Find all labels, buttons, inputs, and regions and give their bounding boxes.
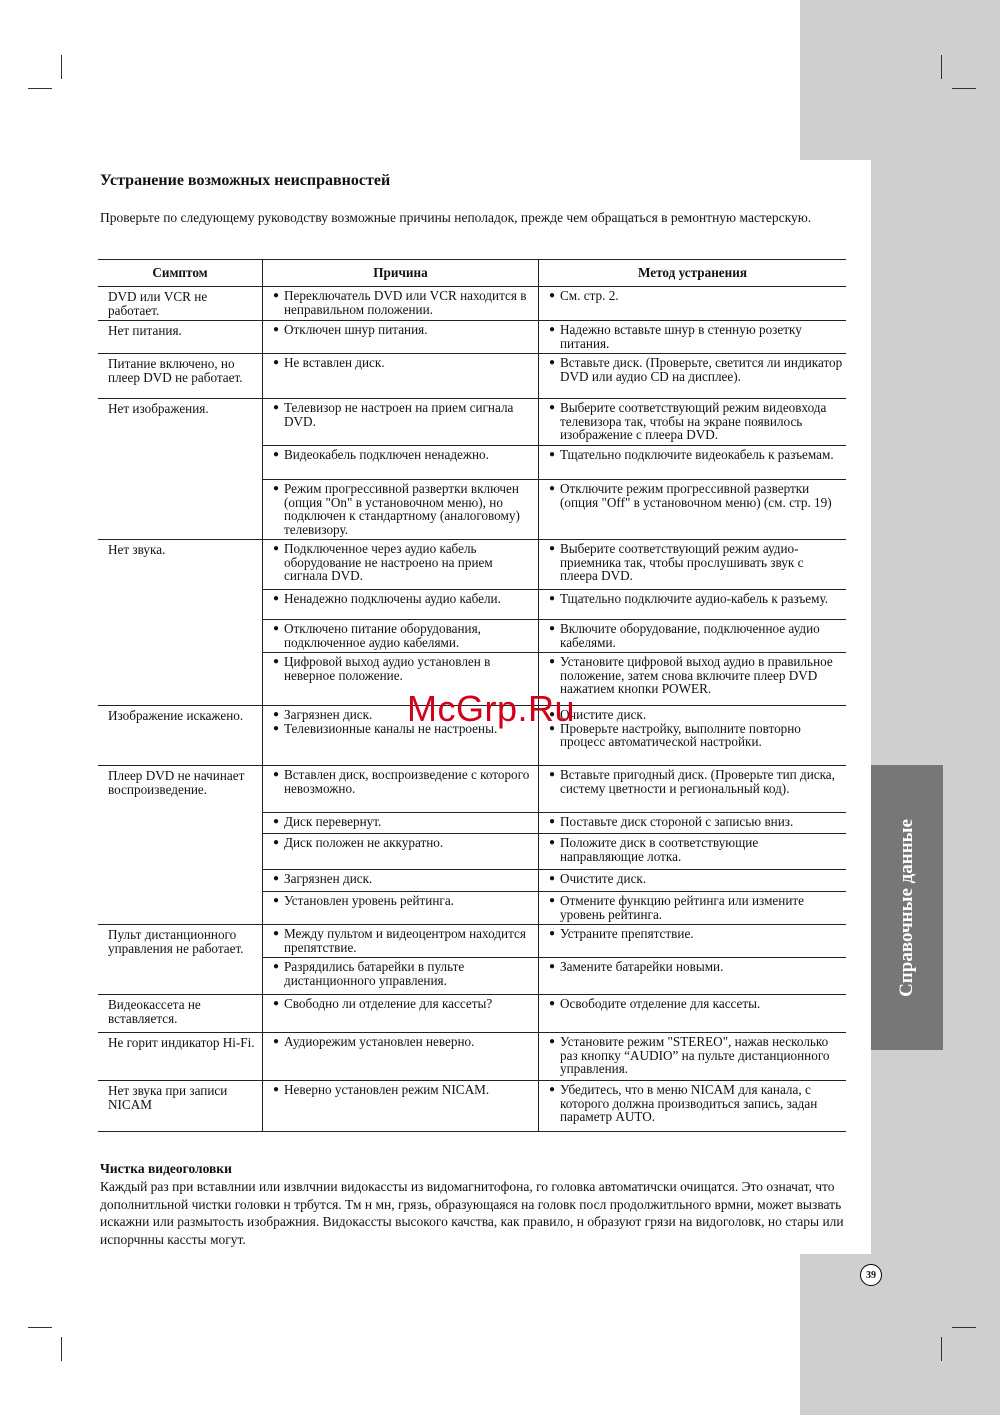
fix-cell: [539, 925, 847, 958]
cause-item: ● Отключено питание оборудования, подключенное аудио кабелями.: [273, 622, 535, 649]
fix-item: ● Очистите диск.: [549, 708, 843, 722]
fix-item: ● Выберите соответствующий режим аудио-приемника так, чтобы прослушивать звук с плеера DVD.: [549, 542, 843, 583]
fix-cell: [539, 1081, 847, 1132]
page-margin-gray-top: [800, 0, 1000, 160]
cause-cell: [263, 834, 539, 870]
symptom-cell: Питание включено, но плеер DVD не работает.: [98, 354, 263, 399]
cause-cell: [263, 399, 539, 446]
fix-item: ● Тщательно подключите видеокабель к разъемам.: [549, 448, 843, 462]
fix-cell: [539, 706, 847, 766]
cause-item: ● Отключен шнур питания.: [273, 323, 535, 337]
cause-item: ● Установлен уровень рейтинга.: [273, 894, 535, 908]
cause-item: ● Режим прогрессивной развертки включен (опция "On" в установочном меню), но подключен к стандартному (аналоговому) телевизору.: [273, 482, 535, 536]
cause-item: ● Загрязнен диск.: [273, 872, 535, 886]
fix-cell: [539, 287, 847, 321]
cause-cell: [263, 354, 539, 399]
cause-item: ● Ненадежно подключены аудио кабели.: [273, 592, 535, 606]
header-cause: Причина: [263, 260, 539, 287]
fix-item: ● Освободите отделение для кассеты.: [549, 997, 843, 1011]
cause-item: ● Аудиорежим установлен неверно.: [273, 1035, 535, 1049]
cause-cell: [263, 446, 539, 480]
side-section-label: Справочные данные: [896, 818, 917, 997]
cause-cell: [263, 321, 539, 354]
cause-cell: [263, 892, 539, 925]
fix-cell: [539, 870, 847, 892]
cause-item: ● Свободно ли отделение для кассеты?: [273, 997, 535, 1011]
cause-item: ● Телевизионные каналы не настроены.: [273, 722, 535, 736]
cleaning-title: Чистка видеоголовки: [100, 1161, 232, 1176]
fix-cell: [539, 766, 847, 813]
cause-item: ● Загрязнен диск.: [273, 708, 535, 722]
fix-item: ● Отключите режим прогрессивной развертки (опция "Off" в установочном меню) (см. стр. 19): [549, 482, 843, 509]
cause-item: ● Телевизор не настроен на прием сигнала DVD.: [273, 401, 535, 428]
cause-cell: [263, 925, 539, 958]
crop-mark: [61, 55, 62, 79]
fix-item: ● Вставьте пригодный диск. (Проверьте тип диска, систему цветности и региональный код).: [549, 768, 843, 795]
crop-mark: [28, 88, 52, 89]
fix-item: ● Установите цифровой выход аудио в правильное положение, затем снова включите плеер DVD нажатием кнопки POWER.: [549, 655, 843, 696]
crop-mark: [61, 1337, 62, 1361]
fix-cell: [539, 399, 847, 446]
symptom-cell: Видеокассета не вставляется.: [98, 995, 263, 1033]
symptom-cell: Нет звука при записи NICAM: [98, 1081, 263, 1132]
cause-item: ● Неверно установлен режим NICAM.: [273, 1083, 535, 1097]
header-symptom: Симптом: [98, 260, 263, 287]
cause-item: ● Разрядились батарейки в пульте дистанционного управления.: [273, 960, 535, 987]
fix-item: ● Положите диск в соответствующие направляющие лотка.: [549, 836, 843, 863]
symptom-cell: Пульт дистанционного управления не работает.: [98, 925, 263, 995]
cause-cell: [263, 813, 539, 834]
cause-cell: [263, 1033, 539, 1081]
cause-cell: [263, 287, 539, 321]
side-section-tab: [871, 765, 943, 1050]
symptom-cell: Изображение искажено.: [98, 706, 263, 766]
table-row: [98, 540, 846, 590]
cause-cell: [263, 958, 539, 995]
fix-cell: [539, 590, 847, 620]
fix-cell: [539, 540, 847, 590]
table-row: [98, 1033, 846, 1081]
fix-cell: [539, 446, 847, 480]
cause-cell: [263, 766, 539, 813]
fix-item: ● Вставьте диск. (Проверьте, светится ли индикатор DVD или аудио CD на дисплее).: [549, 356, 843, 383]
fix-item: ● Тщательно подключите аудио-кабель к разъему.: [549, 592, 843, 606]
symptom-cell: Нет питания.: [98, 321, 263, 354]
crop-mark: [941, 1337, 942, 1361]
header-fix: Метод устранения: [539, 260, 847, 287]
cause-item: ● Подключенное через аудио кабель оборудование не настроено на прием сигнала DVD.: [273, 542, 535, 583]
watermark: McGrp.Ru: [407, 688, 576, 729]
crop-mark: [952, 1327, 976, 1328]
fix-item: ● Убедитесь, что в меню NICAM для канала, с которого должна производиться запись, задан параметр AUTO.: [549, 1083, 843, 1124]
cause-cell: [263, 1081, 539, 1132]
fix-cell: [539, 995, 847, 1033]
table-row: [98, 287, 846, 321]
table-row: [98, 1081, 846, 1132]
fix-item: ● Включите оборудование, подключенное аудио кабелями.: [549, 622, 843, 649]
table-row: [98, 995, 846, 1033]
cause-item: ● Диск перевернут.: [273, 815, 535, 829]
cause-item: ● Переключатель DVD или VCR находится в неправильном положении.: [273, 289, 535, 316]
crop-mark: [952, 88, 976, 89]
cause-cell: [263, 590, 539, 620]
page-margin-gray-bottom: [800, 1254, 1000, 1415]
table-row: [98, 925, 846, 958]
fix-cell: [539, 1033, 847, 1081]
cause-item: ● Диск положен не аккуратно.: [273, 836, 535, 850]
page-title: Устранение возможных неисправностей: [100, 172, 391, 189]
fix-item: ● Очистите диск.: [549, 872, 843, 886]
symptom-cell: DVD или VCR не работает.: [98, 287, 263, 321]
fix-item: ● Поставьте диск стороной с записью вниз.: [549, 815, 843, 829]
fix-item: ● Замените батарейки новыми.: [549, 960, 843, 974]
cause-cell: [263, 995, 539, 1033]
cause-item: ● Видеокабель подключен ненадежно.: [273, 448, 535, 462]
cause-item: ● Между пультом и видеоцентром находится препятствие.: [273, 927, 535, 954]
cause-item: ● Цифровой выход аудио установлен в неверное положение.: [273, 655, 535, 682]
fix-cell: [539, 834, 847, 870]
cause-item: ● Вставлен диск, воспроизведение с которого невозможно.: [273, 768, 535, 795]
fix-cell: [539, 892, 847, 925]
table-row: [98, 321, 846, 354]
fix-cell: [539, 480, 847, 540]
fix-cell: [539, 813, 847, 834]
symptom-cell: Плеер DVD не начинает воспроизведение.: [98, 766, 263, 925]
fix-item: ● Выберите соответствующий режим видеовхода телевизора так, чтобы на экране появилось изображение с плеера DVD.: [549, 401, 843, 442]
crop-mark: [28, 1327, 52, 1328]
cause-cell: [263, 480, 539, 540]
cleaning-text: Каждый раз при вставлнии или извлчнии видокассты из видомагнитофона, го головка автоматичски очищатся. Это означат, что дополнитльной чистки головки н трбутся. Тм н мн, грязь, образующаяся на головк посл продолжитльного врмни, может вызвать искажни или размытость изображния. Видокассты высокого качства, как правило, н образуют грязи на видоголовк, но стары или испорчнны кассты могут.: [100, 1179, 844, 1247]
crop-mark: [941, 55, 942, 79]
fix-item: ● Отмените функцию рейтинга или измените уровень рейтинга.: [549, 894, 843, 921]
cause-cell: [263, 620, 539, 653]
fix-cell: [539, 620, 847, 653]
symptom-cell: Не горит индикатор Hi-Fi.: [98, 1033, 263, 1081]
fix-item: ● Устраните препятствие.: [549, 927, 843, 941]
symptom-cell: Нет звука.: [98, 540, 263, 706]
page-number: 39: [860, 1264, 882, 1286]
cause-cell: [263, 540, 539, 590]
page-margin-gray-right: [871, 160, 1000, 1254]
fix-cell: [539, 354, 847, 399]
cause-cell: [263, 870, 539, 892]
fix-item: ● Установите режим "STEREO", нажав несколько раз кнопку “AUDIO” на пульте дистанционного управления.: [549, 1035, 843, 1076]
table-row: [98, 354, 846, 399]
symptom-cell: Нет изображения.: [98, 399, 263, 540]
fix-cell: [539, 653, 847, 706]
fix-item: ● Проверьте настройку, выполните повторно процесс автоматической настройки.: [549, 722, 843, 749]
fix-cell: [539, 321, 847, 354]
fix-item: ● См. стр. 2.: [549, 289, 843, 303]
intro-text: Проверьте по следующему руководству возможные причины неполадок, прежде чем обращаться в ремонтную мастерскую.: [100, 210, 812, 225]
fix-cell: [539, 958, 847, 995]
table-row: [98, 399, 846, 446]
fix-item: ● Надежно вставьте шнур в стенную розетку питания.: [549, 323, 843, 350]
table-row: [98, 766, 846, 813]
table-header-row: [98, 260, 846, 287]
cause-item: ● Не вставлен диск.: [273, 356, 535, 370]
